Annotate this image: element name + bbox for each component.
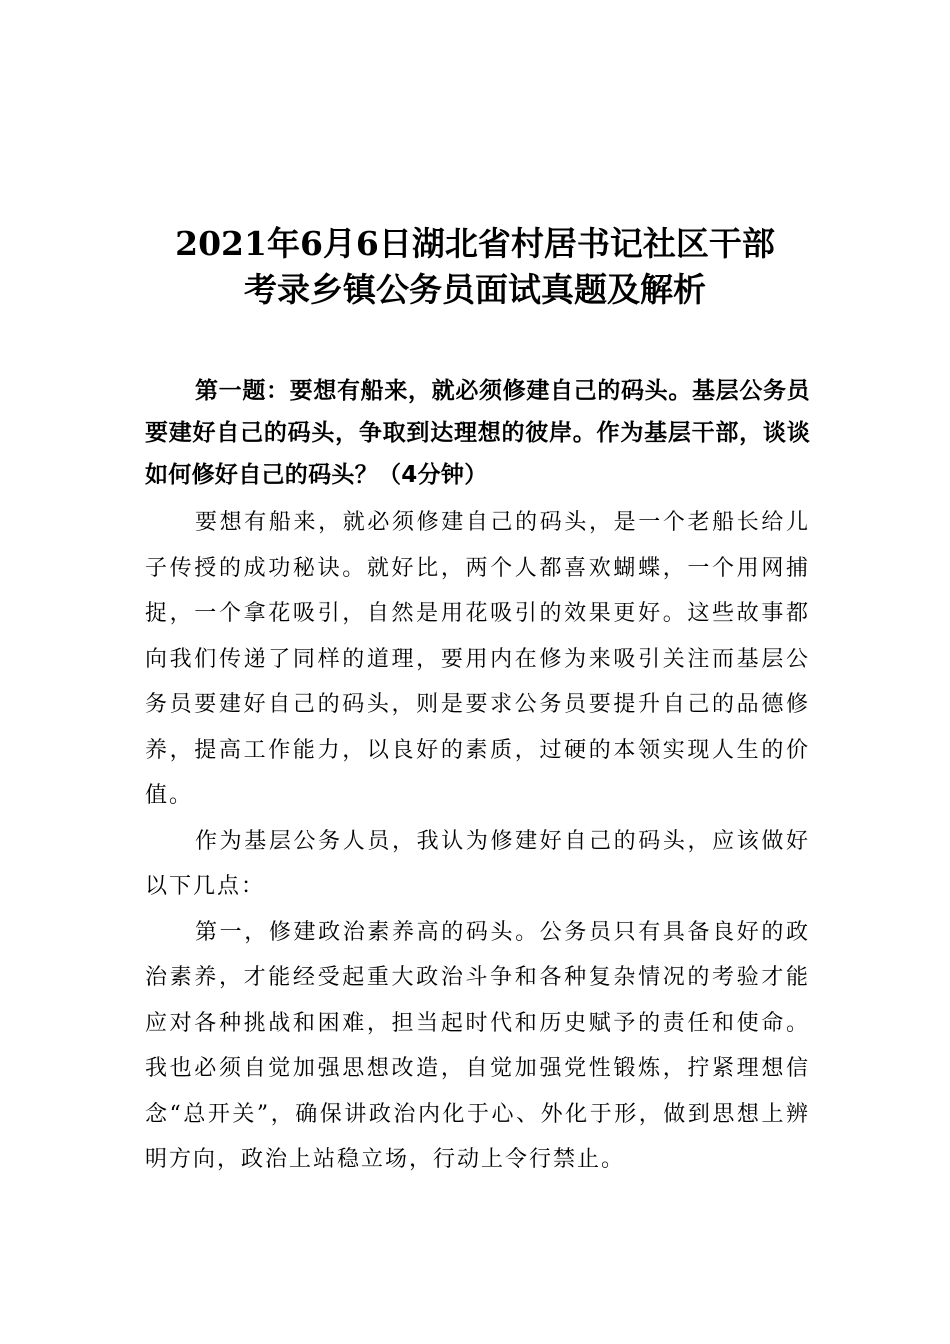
document-title-line-1: 2021年6月6日湖北省村居书记社区干部 [175, 224, 775, 263]
answer-paragraph-3: 第一，修建政治素养高的码头。公务员只有具备良好的政治素养，才能经受起重大政治斗争和各种复杂情况的考验才能应对各种挑战和困难，担当起时代和历史赋予的责任和使命。我也必须自觉加强思想改造，自觉加强党性锻炼，拧紧理想信念“总开关”，确保讲政治内化于心、外化于形，做到思想上辨明方向，政治上站稳立场，行动上令行禁止。 [145, 919, 810, 1172]
question-heading: 第一题：要想有船来，就必须修建自己的码头。基层公务员要建好自己的码头，争取到达理想的彼岸。作为基层干部，谈谈如何修好自己的码头？（4分钟） [145, 378, 810, 488]
answer-paragraph-1: 要想有船来，就必须修建自己的码头，是一个老船长给儿子传授的成功秘诀。就好比，两个人都喜欢蝴蝶，一个用网捕捉，一个拿花吸引，自然是用花吸引的效果更好。这些故事都向我们传递了同样的道理，要用内在修为来吸引关注而基层公务员要建好自己的码头，则是要求公务员要提升自己的品德修养，提高工作能力，以良好的素质，过硬的本领实现人生的价值。 [145, 510, 810, 808]
answer-paragraph-2: 作为基层公务人员，我认为修建好自己的码头，应该做好以下几点： [145, 828, 810, 899]
answer-body [145, 500, 810, 1183]
document-title-line-2: 考录乡镇公务员面试真题及解析 [244, 270, 706, 309]
